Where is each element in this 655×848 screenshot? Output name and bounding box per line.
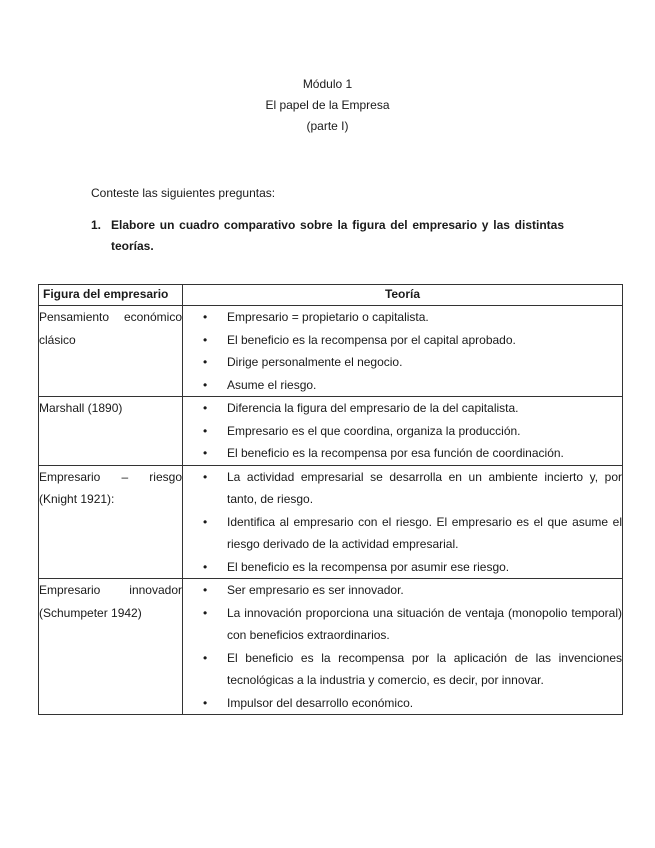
list-item (183, 329, 622, 352)
column-header-figura: Figura del empresario (39, 285, 183, 306)
teoria-list (183, 306, 622, 396)
list-item-text: El beneficio es la recompensa por esa función de coordinación. (227, 446, 564, 460)
list-item (183, 511, 622, 556)
table-row (39, 579, 623, 715)
list-item-text: Impulsor del desarrollo económico. (227, 695, 414, 710)
list-item (183, 556, 622, 579)
bullet-icon: • (203, 605, 208, 620)
list-item-text: Ser empresario es ser innovador. (227, 583, 404, 597)
teoria-cell (183, 306, 623, 397)
teoria-cell (183, 397, 623, 466)
column-header-teoria: Teoría (183, 285, 623, 306)
table-row (39, 397, 623, 466)
figura-cell: Empresario – riesgo (Knight 1921): (39, 465, 183, 579)
question-number: 1. (91, 218, 102, 232)
bullet-icon: • (203, 377, 208, 392)
bullet-icon: • (203, 514, 208, 529)
bullet-icon: • (203, 446, 208, 460)
figura-cell: Pensamiento económico clásico (39, 306, 183, 397)
comparison-table (38, 284, 623, 715)
list-item-text: El beneficio es la recompensa por la aplicación de las invenciones tecnológicas a la industria y comercio, es decir, por innovar. (227, 650, 622, 687)
list-item-text: El beneficio es la recompensa por asumir ese riesgo. (227, 559, 510, 574)
figura-cell: Empresario innovador (Schumpeter 1942) (39, 579, 183, 715)
list-item (183, 420, 622, 443)
bullet-icon: • (203, 355, 208, 369)
list-item-text: Identifica al empresario con el riesgo. El empresario es el que asume el riesgo derivado de la actividad empresarial. (227, 514, 622, 551)
list-item (183, 579, 622, 602)
list-item-text: La actividad empresarial se desarrolla en un ambiente incierto y, por tanto, de riesgo. (227, 469, 622, 506)
list-item (183, 692, 622, 715)
list-item-text: Asume el riesgo. (227, 377, 317, 392)
list-item-text: Diferencia la figura del empresario de la del capitalista. (227, 401, 519, 415)
teoria-list (183, 466, 622, 579)
figura-cell: Marshall (1890) (39, 397, 183, 466)
list-item-text: El beneficio es la recompensa por el capital aprobado. (227, 332, 516, 347)
list-item (183, 351, 622, 374)
module-part: (parte I) (306, 119, 349, 133)
document-header (0, 74, 655, 137)
bullet-icon: • (203, 310, 208, 324)
teoria-list (183, 579, 622, 714)
teoria-list (183, 397, 622, 465)
table-row (39, 306, 623, 397)
bullet-icon: • (203, 559, 208, 574)
list-item (183, 466, 622, 511)
list-item-text: Empresario es el que coordina, organiza la producción. (227, 423, 521, 438)
bullet-icon: • (203, 650, 208, 665)
list-item (183, 397, 622, 420)
list-item-text: La innovación proporciona una situación de ventaja (monopolio temporal) con beneficios extraordinarios. (227, 605, 622, 642)
list-item (183, 374, 622, 397)
table-header-row (39, 285, 623, 306)
bullet-icon: • (203, 423, 208, 438)
list-item-text: Empresario = propietario o capitalista. (227, 310, 429, 324)
list-item (183, 602, 622, 647)
bullet-icon: • (203, 695, 208, 710)
list-item (183, 442, 622, 465)
bullet-icon: • (203, 583, 208, 597)
intro-text: Conteste las siguientes preguntas: (91, 186, 276, 200)
list-item-text: Dirige personalmente el negocio. (227, 355, 403, 369)
question-1 (91, 215, 564, 257)
teoria-cell (183, 465, 623, 579)
module-subtitle: El papel de la Empresa (265, 98, 390, 112)
table-row (39, 465, 623, 579)
question-text: Elabore un cuadro comparativo sobre la figura del empresario y las distintas teorías. (111, 218, 564, 253)
module-title: Módulo 1 (302, 77, 353, 91)
bullet-icon: • (203, 469, 208, 484)
bullet-icon: • (203, 401, 208, 415)
bullet-icon: • (203, 332, 208, 347)
list-item (183, 306, 622, 329)
teoria-cell (183, 579, 623, 715)
list-item (183, 647, 622, 692)
